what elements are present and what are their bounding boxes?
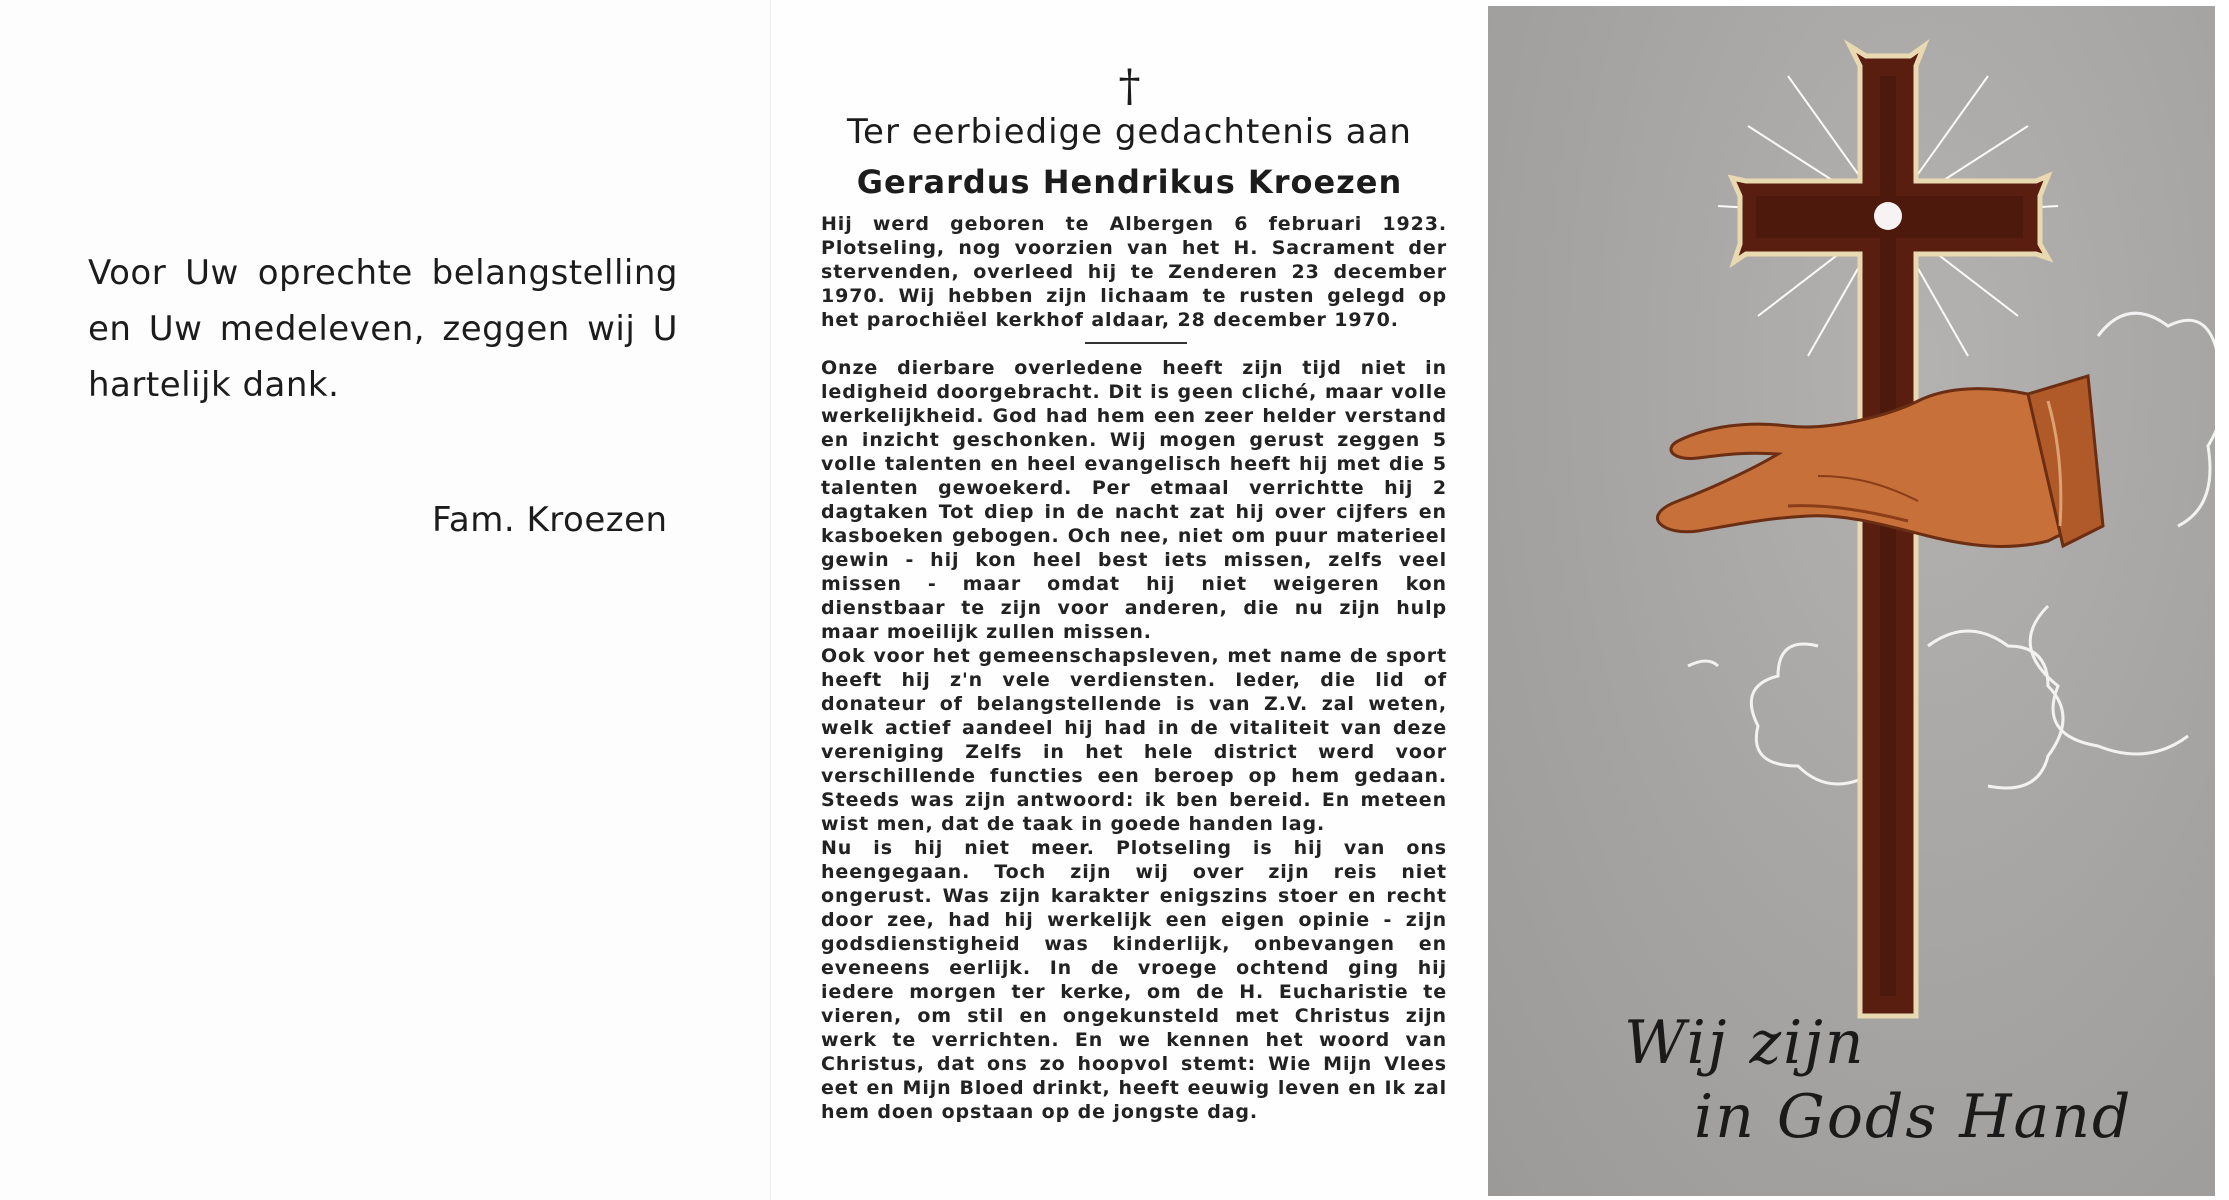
birth-death-paragraph: Hij werd geboren te Albergen 6 februari 1923. Plotseling, nog voorzien van het H. Sacrament der stervenden, overleed hij te Zenderen 23 december 1970. Wij hebben zijn lichaam te rusten gelegd op het parochiëel kerkhof aldaar, 28 december 1970. [821,213,1447,331]
divider-line [1085,342,1187,344]
memorial-text-panel [770,0,1488,1200]
eulogy-block [821,356,1447,1124]
memorial-intro: Ter eerbiedige gedachtenis aan [847,112,1412,152]
biographical-block [821,212,1447,332]
motto-line-2: in Gods Hand [1694,1082,2133,1152]
cross-symbol: † [1118,61,1141,112]
devotional-image-panel [1488,0,2229,1200]
card-illustration [1488,6,2215,1196]
deceased-name: Gerardus Hendrikus Kroezen [856,163,1403,201]
eulogy-paragraph-3: Nu is hij niet meer. Plotseling is hij van ons heengegaan. Toch zijn wij over zijn reis niet ongerust. Was zijn karakter enigszins stoer en recht door zee, had hij werkelijk een eigen opinie - zijn godsdienstigheid was kinderlijk, onbevangen en eveneens eerlijk. In de vroege ochtend ging hij iedere morgen ter kerke, om de H. Eucharistie te vieren, om stil en ongekunsteld met Christus zijn werk te verrichten. En we kennen het woord van Christus, dat ons zo hoopvol stemt: Wie Mijn Vlees eet en Mijn Bloed drinkt, heeft eeuwig leven en Ik zal hem doen opstaan op de jongste dag. [821,837,1447,1123]
motto-line-1: Wij zijn [1624,1008,1866,1078]
eulogy-paragraph-2: Ook voor het gemeenschapsleven, met name de sport heeft hij z'n vele verdiensten. Ieder, die lid of donateur of belangstellende is van Z.V. zal weten, welk actief aandeel hij had in de vitaliteit van deze vereniging Zelfs in het hele district werd voor verschillende functies een beroep op hem gedaan. Steeds was zijn antwoord: ik ben bereid. En meteen wist men, dat de taak in goede handen lag. [821,645,1447,835]
family-signature: Fam. Kroezen [432,500,668,540]
clouds-icon [1688,313,2215,788]
eulogy-paragraph-1: Onze dierbare overledene heeft zijn tijd niet in ledigheid doorgebracht. Dit is geen cliché, maar volle werkelijkheid. God had hem een zeer helder verstand en inzicht geschonken. Wij mogen gerust zeggen 5 volle talenten en heel evangelisch heeft hij met die 5 talenten gewoekerd. Per etmaal verrichtte hij 2 dagtaken Tot diep in de nacht zat hij over cijfers en kasboeken gebogen. Och nee, niet om puur materieel gewin - hij kon heel best iets missen, zelfs veel missen - maar omdat hij niet weigeren kon dienstbaar te zijn voor anderen, die nu zijn hulp maar moeilijk zullen missen. [821,357,1447,643]
thank-you-panel [0,0,770,1200]
thanks-text: Voor Uw oprechte belangstelling en Uw medeleven, zeggen wij U hartelijk dank. [88,253,678,405]
